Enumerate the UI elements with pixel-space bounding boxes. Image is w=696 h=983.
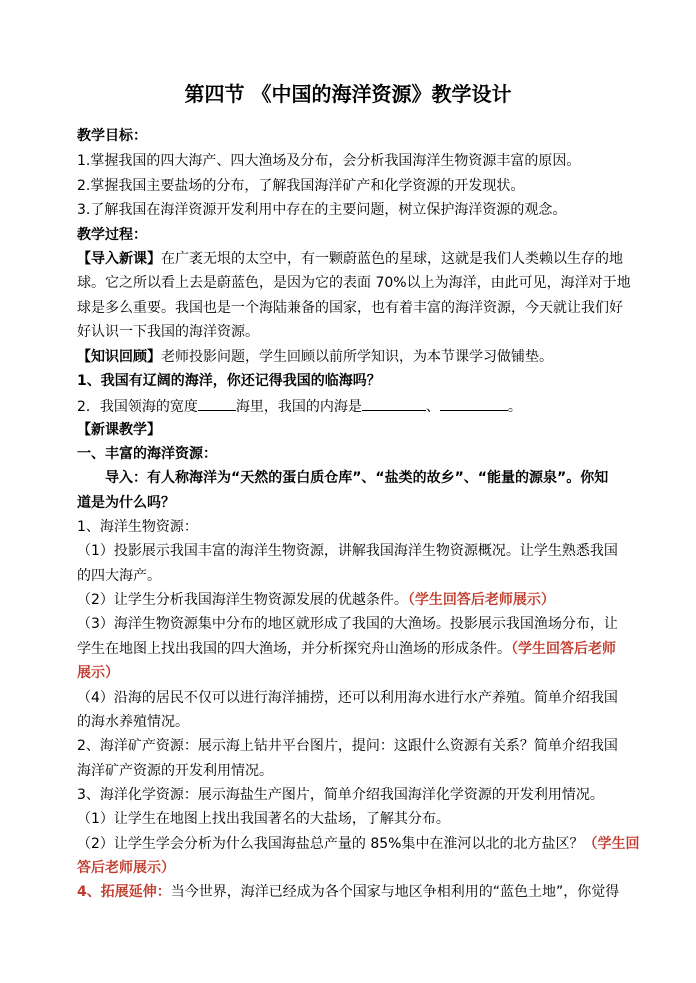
bio-item-1-line-2: 的四大海产。 xyxy=(77,568,161,584)
goal-item-1: 1.掌握我国的四大海产、四大渔场及分布，会分析我国海洋生物资源丰富的原因。 xyxy=(77,153,581,169)
blank-territorial-width xyxy=(198,396,236,411)
bio-item-3-note-cont: 展示） xyxy=(77,665,119,681)
bio-heading: 1、海洋生物资源： xyxy=(77,519,198,535)
bio-item-1-line-1: （1）投影展示我国丰富的海洋生物资源，讲解我国海洋生物资源概况。让学生熟悉我国 xyxy=(77,543,618,559)
review-line xyxy=(77,347,553,367)
chem-item-2-note-cont: 答后老师展示） xyxy=(77,860,175,876)
intro-paragraph-line-3: 球是多么重要。我国也是一个海陆兼备的国家，也有着丰富的海洋资源，今天就让我们好 xyxy=(77,300,623,316)
intro-paragraph-line-4: 好认识一下我国的海洋资源。 xyxy=(77,324,259,340)
bio-item-2-note: （学生回答后老师展示） xyxy=(407,592,555,608)
blank-inland-sea-1 xyxy=(362,396,426,411)
lead-question-line-1: 导入：有人称海洋为“天然的蛋白质仓库”、“盐类的故乡”、“能量的源泉”。你知 xyxy=(105,470,609,486)
extension-line xyxy=(77,882,619,902)
review-question-1: 1、我国有辽阔的海洋，你还记得我国的临海吗？ xyxy=(77,373,381,389)
bio-item-3-line-2 xyxy=(77,639,616,659)
extension-tag: 4、拓展延伸： xyxy=(77,884,171,900)
intro-paragraph-line-1 xyxy=(77,249,623,269)
section-1-heading: 一、丰富的海洋资源： xyxy=(77,446,217,462)
chem-item-2 xyxy=(77,834,639,854)
goal-item-3: 3.了解我国在海洋资源开发利用中存在的主要问题，树立保护海洋资源的观念。 xyxy=(77,202,567,218)
review-q2-separator: 、 xyxy=(425,399,440,415)
extension-text: 当今世界，海洋已经成为各个国家与地区争相利用的“蓝色土地”，你觉得 xyxy=(170,884,620,900)
bio-item-2 xyxy=(77,590,555,610)
intro-text-1: 在广袤无垠的太空中，有一颗蔚蓝色的星球，这就是我们人类赖以生存的地 xyxy=(161,251,623,267)
review-q2-end: 。 xyxy=(507,399,522,415)
new-lesson-tag: 【新课教学】 xyxy=(77,422,161,438)
intro-paragraph-line-2: 球。它之所以看上去是蔚蓝色，是因为它的表面 70%以上为海洋，由此可见，海洋对于地 xyxy=(77,275,631,291)
review-question-2 xyxy=(77,396,522,417)
document-title: 第四节 《中国的海洋资源》教学设计 xyxy=(184,82,512,106)
chem-item-2-note: （学生回 xyxy=(583,836,640,852)
bio-item-3-text: 学生在地图上找出我国的四大渔场，并分析探究舟山渔场的形成条件。 xyxy=(77,641,511,657)
lead-question-line-2: 道是为什么吗？ xyxy=(77,495,175,511)
chem-heading: 3、海洋化学资源：展示海盐生产图片，简单介绍我国海洋化学资源的开发利用情况。 xyxy=(77,787,604,803)
bio-item-3-note: （学生回答后老师 xyxy=(511,641,616,657)
blank-inland-sea-2 xyxy=(440,396,508,411)
review-q2-part-b: 海里，我国的内海是 xyxy=(235,399,362,415)
bio-item-4-line-1: （4）沿海的居民不仅可以进行海洋捕捞，还可以利用海水进行水产养殖。简单介绍我国 xyxy=(77,690,618,706)
review-tag: 【知识回顾】 xyxy=(77,349,161,365)
intro-tag: 【导入新课】 xyxy=(77,251,161,267)
bio-item-3-line-1: （3）海洋生物资源集中分布的地区就形成了我国的大渔场。投影展示我国渔场分布，让 xyxy=(77,616,618,632)
goal-item-2: 2.掌握我国主要盐场的分布，了解我国海洋矿产和化学资源的开发现状。 xyxy=(77,178,525,194)
mineral-line-2: 海洋矿产资源的开发利用情况。 xyxy=(77,763,273,779)
chem-item-1: （1）让学生在地图上找出我国著名的大盐场，了解其分布。 xyxy=(77,811,450,827)
bio-item-2-text: （2）让学生分析我国海洋生物资源发展的优越条件。 xyxy=(77,592,408,608)
review-text: 老师投影问题，学生回顾以前所学知识，为本节课学习做铺垫。 xyxy=(161,349,553,365)
process-heading: 教学过程： xyxy=(77,227,147,243)
bio-item-4-line-2: 的海水养殖情况。 xyxy=(77,714,189,730)
review-q2-part-a: 2．我国领海的宽度 xyxy=(77,399,198,415)
chem-item-2-text: （2）让学生学会分析为什么我国海盐总产量的 85%集中在淮河以北的北方盐区？ xyxy=(77,836,584,852)
mineral-line-1: 2、海洋矿产资源：展示海上钻井平台图片，提问：这跟什么资源有关系？简单介绍我国 xyxy=(77,738,618,754)
goals-heading: 教学目标： xyxy=(77,128,147,144)
